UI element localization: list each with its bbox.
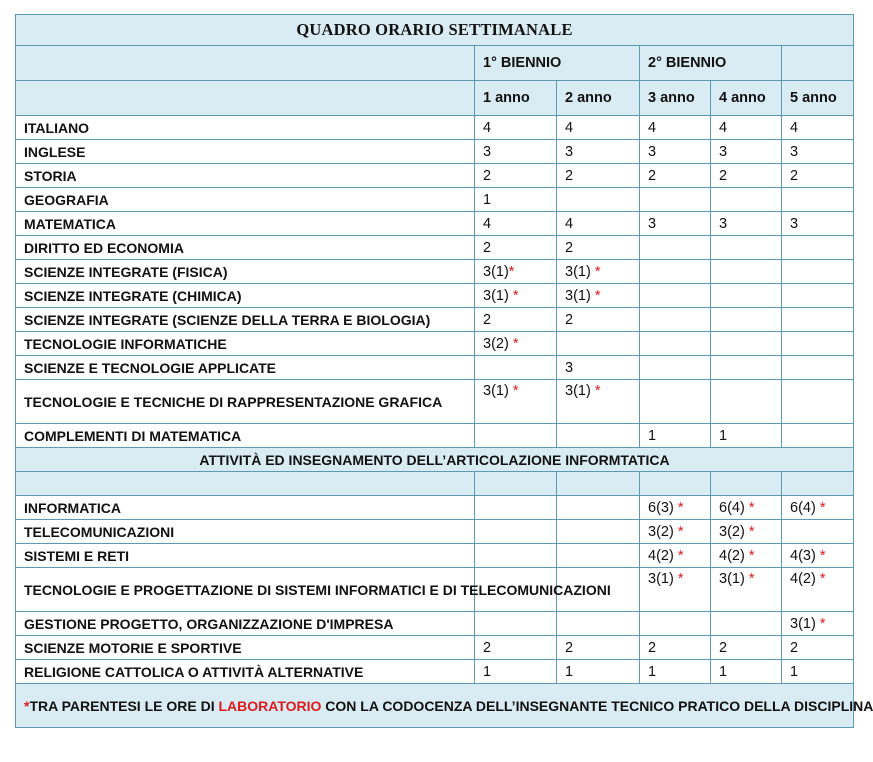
hours-cell xyxy=(557,380,640,424)
hours-cell xyxy=(640,284,711,308)
hours-cell xyxy=(782,140,854,164)
weekly-schedule-table xyxy=(15,14,873,728)
laboratory-asterisk: * xyxy=(677,571,684,587)
subject-name: SCIENZE E TECNOLOGIE APPLICATE xyxy=(16,356,475,380)
hours-value: 3(2) xyxy=(483,335,513,352)
hours-cell xyxy=(640,496,711,520)
hours-value: 4(3) xyxy=(790,547,820,564)
subject-name: MATEMATICA xyxy=(16,212,475,236)
hours-cell xyxy=(782,636,854,660)
footnote-laboratorio: LABORATORIO xyxy=(218,697,322,714)
subject-name: RELIGIONE CATTOLICA O ATTIVITÀ ALTERNATIVE xyxy=(16,660,475,684)
laboratory-asterisk: * xyxy=(819,499,826,516)
hours-value: 4 xyxy=(565,215,574,232)
hours-value: 3 xyxy=(719,215,728,232)
hours-cell xyxy=(557,308,640,332)
hours-cell xyxy=(475,544,557,568)
hours-cell xyxy=(711,496,782,520)
subject-name: SISTEMI E RETI xyxy=(16,544,475,568)
year-header: 4 anno xyxy=(711,81,782,116)
hours-cell xyxy=(640,260,711,284)
hours-cell xyxy=(782,424,854,448)
hours-value: 3 xyxy=(790,143,799,160)
hours-cell xyxy=(475,332,557,356)
laboratory-asterisk: * xyxy=(819,547,826,564)
hours-value: 2 xyxy=(565,239,574,256)
hours-cell xyxy=(782,260,854,284)
table-row xyxy=(16,116,854,140)
hours-cell xyxy=(711,212,782,236)
table-row xyxy=(16,660,854,684)
table-row xyxy=(16,636,854,660)
laboratory-asterisk: * xyxy=(677,523,684,540)
table-row xyxy=(16,380,854,424)
footer-row xyxy=(16,684,854,728)
hours-value: 4 xyxy=(565,119,574,136)
hours-cell xyxy=(782,496,854,520)
hours-cell xyxy=(640,424,711,448)
hours-value: 4 xyxy=(790,119,799,136)
hours-value: 2 xyxy=(648,167,657,184)
schedule-container xyxy=(15,14,873,728)
spacer-cell xyxy=(16,472,475,496)
hours-cell xyxy=(475,636,557,660)
hours-cell xyxy=(640,188,711,212)
hours-value: 2 xyxy=(565,311,574,328)
hours-cell xyxy=(640,660,711,684)
hours-cell xyxy=(782,116,854,140)
hours-cell xyxy=(557,544,640,568)
hours-value: 3(1) xyxy=(648,571,678,587)
hours-cell xyxy=(711,380,782,424)
subject-name: GEOGRAFIA xyxy=(16,188,475,212)
hours-value: 4(2) xyxy=(648,547,678,564)
hours-cell xyxy=(711,236,782,260)
subject-name: SCIENZE MOTORIE E SPORTIVE xyxy=(16,636,475,660)
hours-cell xyxy=(557,660,640,684)
hours-value: 3(1) xyxy=(565,263,595,280)
hours-cell xyxy=(782,164,854,188)
laboratory-asterisk: * xyxy=(819,571,826,587)
hours-value: 1 xyxy=(648,427,657,444)
hours-value: 1 xyxy=(790,663,799,680)
laboratory-asterisk: * xyxy=(512,335,519,352)
table-row xyxy=(16,612,854,636)
hours-value: 2 xyxy=(719,167,728,184)
hours-value: 2 xyxy=(565,167,574,184)
hours-cell xyxy=(475,496,557,520)
subject-name: TECNOLOGIE E TECNICHE DI RAPPRESENTAZIONE GRAFICA xyxy=(16,380,475,424)
hours-value: 3 xyxy=(483,143,492,160)
hours-value: 2 xyxy=(790,167,799,184)
table-row xyxy=(16,284,854,308)
hours-cell xyxy=(475,424,557,448)
spacer-cell xyxy=(475,472,557,496)
hours-cell xyxy=(711,568,782,612)
hours-value: 2 xyxy=(790,639,799,656)
hours-cell xyxy=(475,164,557,188)
hours-cell xyxy=(782,380,854,424)
hours-cell xyxy=(640,332,711,356)
hours-cell xyxy=(711,636,782,660)
hours-value: 4 xyxy=(483,119,492,136)
hours-value: 3 xyxy=(565,143,574,160)
hours-cell xyxy=(640,380,711,424)
laboratory-asterisk: * xyxy=(677,547,684,564)
spacer-cell xyxy=(640,472,711,496)
table-row xyxy=(16,356,854,380)
hours-cell xyxy=(557,612,640,636)
hours-cell xyxy=(640,356,711,380)
subject-name: INGLESE xyxy=(16,140,475,164)
laboratory-asterisk: * xyxy=(512,383,519,399)
table-title: QUADRO ORARIO SETTIMANALE xyxy=(16,15,854,46)
hours-cell xyxy=(475,356,557,380)
hours-value: 1 xyxy=(565,663,574,680)
laboratory-asterisk: * xyxy=(594,287,601,304)
hours-cell xyxy=(557,116,640,140)
hours-cell xyxy=(640,308,711,332)
hours-value: 2 xyxy=(483,639,492,656)
hours-cell xyxy=(475,520,557,544)
hours-value: 3(1) xyxy=(483,287,513,304)
hours-cell xyxy=(475,236,557,260)
hours-cell xyxy=(782,612,854,636)
subject-name: INFORMATICA xyxy=(16,496,475,520)
hours-cell xyxy=(711,544,782,568)
hours-cell xyxy=(782,212,854,236)
hours-cell xyxy=(782,544,854,568)
hours-cell xyxy=(475,380,557,424)
hours-cell xyxy=(640,164,711,188)
hours-cell xyxy=(557,212,640,236)
table-row xyxy=(16,260,854,284)
year-header: 3 anno xyxy=(640,81,711,116)
hours-value: 6(4) xyxy=(719,499,749,516)
table-row xyxy=(16,188,854,212)
table-row xyxy=(16,544,854,568)
hours-value: 2 xyxy=(719,639,728,656)
laboratory-asterisk: * xyxy=(677,499,684,516)
hours-cell xyxy=(640,236,711,260)
hours-cell xyxy=(782,308,854,332)
subject-name: TELECOMUNICAZIONI xyxy=(16,520,475,544)
hours-cell xyxy=(711,140,782,164)
subject-name: DIRITTO ED ECONOMIA xyxy=(16,236,475,260)
laboratory-asterisk: * xyxy=(512,287,519,304)
hours-cell xyxy=(711,612,782,636)
subject-name: TECNOLOGIE INFORMATICHE xyxy=(16,332,475,356)
hours-value: 3 xyxy=(648,215,657,232)
subject-name: STORIA xyxy=(16,164,475,188)
year-header-row xyxy=(16,81,854,116)
hours-cell xyxy=(711,284,782,308)
hours-value: 2 xyxy=(648,639,657,656)
hours-value: 3(2) xyxy=(648,523,678,540)
table-row xyxy=(16,424,854,448)
table-row xyxy=(16,496,854,520)
hours-cell xyxy=(557,164,640,188)
footnote xyxy=(16,684,873,728)
laboratory-asterisk: * xyxy=(748,523,755,540)
spacer-cell xyxy=(782,472,854,496)
hours-cell xyxy=(557,284,640,308)
hours-cell xyxy=(475,188,557,212)
year-header: 1 anno xyxy=(475,81,557,116)
hours-value: 3(1) xyxy=(483,383,513,399)
hours-cell xyxy=(640,568,711,612)
laboratory-asterisk: * xyxy=(819,615,826,632)
group-2-biennio: 2° BIENNIO xyxy=(640,46,782,81)
hours-cell xyxy=(475,284,557,308)
subject-name: GESTIONE PROGETTO, ORGANIZZAZIONE D'IMPRESA xyxy=(16,612,475,636)
hours-cell xyxy=(475,140,557,164)
hours-cell xyxy=(711,164,782,188)
hours-cell xyxy=(711,308,782,332)
hours-cell xyxy=(640,116,711,140)
hours-cell xyxy=(782,332,854,356)
table-row xyxy=(16,520,854,544)
hours-cell xyxy=(782,660,854,684)
hours-cell xyxy=(711,660,782,684)
hours-cell xyxy=(711,260,782,284)
title-row xyxy=(16,15,854,46)
laboratory-asterisk: * xyxy=(594,383,601,399)
hours-cell xyxy=(640,140,711,164)
hours-cell xyxy=(475,116,557,140)
hours-value: 4(2) xyxy=(790,571,820,587)
hours-value: 3(1) xyxy=(565,383,595,399)
hours-cell xyxy=(640,636,711,660)
footnote-asterisk: * xyxy=(24,697,30,714)
hours-cell xyxy=(711,116,782,140)
group-header-row xyxy=(16,46,854,81)
hours-value: 4 xyxy=(648,119,657,136)
table-row xyxy=(16,308,854,332)
laboratory-asterisk: * xyxy=(508,263,515,280)
hours-cell xyxy=(782,236,854,260)
hours-value: 1 xyxy=(648,663,657,680)
hours-cell xyxy=(711,520,782,544)
footnote-text: TRA PARENTESI LE ORE DI xyxy=(29,697,219,714)
hours-value: 4 xyxy=(483,215,492,232)
subject-name: SCIENZE INTEGRATE (CHIMICA) xyxy=(16,284,475,308)
hours-value: 4(2) xyxy=(719,547,749,564)
hours-value: 3 xyxy=(719,143,728,160)
hours-value: 2 xyxy=(483,311,492,328)
hours-value: 6(3) xyxy=(648,499,678,516)
hours-cell xyxy=(782,188,854,212)
hours-cell xyxy=(640,612,711,636)
year-header: 2 anno xyxy=(557,81,640,116)
hours-value: 1 xyxy=(483,663,492,680)
hours-cell xyxy=(711,424,782,448)
year-header-empty xyxy=(16,81,475,116)
hours-value: 6(4) xyxy=(790,499,820,516)
hours-value: 3(1) xyxy=(790,615,820,632)
hours-value: 3(1) xyxy=(719,571,749,587)
spacer-cell xyxy=(557,472,640,496)
hours-cell xyxy=(711,356,782,380)
hours-cell xyxy=(711,188,782,212)
hours-cell xyxy=(557,636,640,660)
hours-cell xyxy=(782,520,854,544)
hours-cell xyxy=(475,612,557,636)
hours-value: 1 xyxy=(719,427,728,444)
laboratory-asterisk: * xyxy=(748,571,755,587)
hours-cell xyxy=(640,520,711,544)
spacer-cell xyxy=(711,472,782,496)
hours-cell xyxy=(475,260,557,284)
year-header: 5 anno xyxy=(782,81,854,116)
hours-value: 4 xyxy=(719,119,728,136)
hours-value: 3(1) xyxy=(565,287,595,304)
table-row xyxy=(16,140,854,164)
hours-cell xyxy=(557,188,640,212)
hours-value: 3 xyxy=(648,143,657,160)
group-1-biennio: 1° BIENNIO xyxy=(475,46,640,81)
hours-cell xyxy=(711,332,782,356)
hours-cell xyxy=(475,308,557,332)
hours-cell xyxy=(782,284,854,308)
subject-name: TECNOLOGIE E PROGETTAZIONE DI SISTEMI INFORMATICI E DI TELECOMUNICAZIONI xyxy=(16,568,475,612)
hours-cell xyxy=(557,236,640,260)
hours-cell xyxy=(640,544,711,568)
laboratory-asterisk: * xyxy=(748,499,755,516)
footnote-text: CON LA CODOCENZA DELL’INSEGNANTE TECNICO PRATICO DELLA DISCIPLINA xyxy=(321,697,873,714)
hours-cell xyxy=(782,568,854,612)
subject-name: SCIENZE INTEGRATE (FISICA) xyxy=(16,260,475,284)
section-title: ATTIVITÀ ED INSEGNAMENTO DELL’ARTICOLAZIONE INFORMTATICA xyxy=(16,448,854,472)
section-spacer-row xyxy=(16,472,854,496)
table-row xyxy=(16,332,854,356)
hours-value: 3 xyxy=(565,359,574,376)
hours-cell xyxy=(557,496,640,520)
hours-cell xyxy=(557,424,640,448)
subject-name: SCIENZE INTEGRATE (SCIENZE DELLA TERRA E BIOLOGIA) xyxy=(16,308,475,332)
hours-cell xyxy=(782,356,854,380)
hours-cell xyxy=(557,332,640,356)
group-header-empty-5 xyxy=(782,46,854,81)
hours-cell xyxy=(475,660,557,684)
hours-value: 2 xyxy=(483,239,492,256)
hours-cell xyxy=(557,520,640,544)
group-header-empty xyxy=(16,46,475,81)
table-row xyxy=(16,568,854,612)
table-row xyxy=(16,212,854,236)
laboratory-asterisk: * xyxy=(748,547,755,564)
hours-value: 2 xyxy=(483,167,492,184)
hours-cell xyxy=(640,212,711,236)
section-row xyxy=(16,448,854,472)
subject-name: COMPLEMENTI DI MATEMATICA xyxy=(16,424,475,448)
subject-name: ITALIANO xyxy=(16,116,475,140)
hours-value: 1 xyxy=(719,663,728,680)
hours-cell xyxy=(557,140,640,164)
hours-cell xyxy=(557,260,640,284)
hours-cell xyxy=(475,212,557,236)
hours-cell xyxy=(557,356,640,380)
hours-value: 1 xyxy=(483,191,492,208)
table-row xyxy=(16,236,854,260)
hours-value: 3(2) xyxy=(719,523,749,540)
hours-value: 3 xyxy=(790,215,799,232)
laboratory-asterisk: * xyxy=(594,263,601,280)
table-row xyxy=(16,164,854,188)
hours-value: 3(1) xyxy=(483,263,509,280)
hours-value: 2 xyxy=(565,639,574,656)
